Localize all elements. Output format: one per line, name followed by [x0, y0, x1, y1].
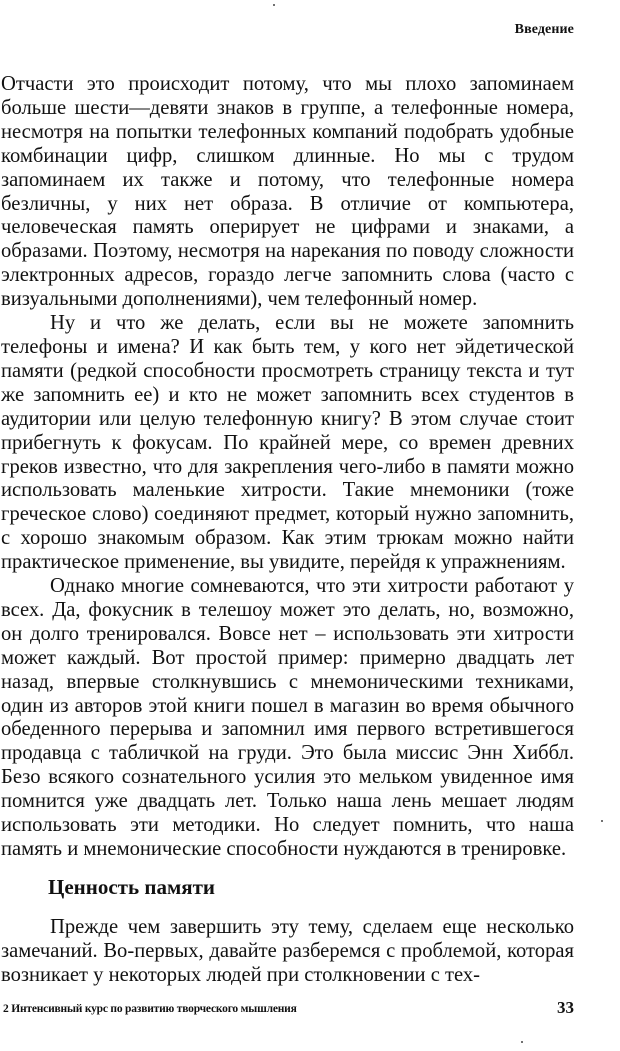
- page-number: 33: [557, 998, 574, 1017]
- section-text: [1, 916, 574, 988]
- paragraph: Отчасти это происходит потому, что мы плохо запоминаем больше шести—девяти знаков в группе, а телефонные номера, несмотря на попытки телефонных компаний подобрать удобные комбинации цифр, слишком длинные. Но мы с трудом запоминаем их также и потому, что телефонные номера безличны, у них нет образа. В отличие от компьютера, человеческая память оперирует не цифрами и знаками, а образами. Поэтому, несмотря на нарекания по поводу сложности электронных адресов, гораздо легче запомнить слова (часто с визуальными дополнениями), чем телефонный номер.: [1, 73, 574, 311]
- running-head: Введение: [514, 22, 574, 37]
- paragraph: Однако многие сомневаются, что эти хитрости работают у всех. Да, фокусник в телешоу может это делать, но, возможно, он долго тренировался. Вовсе нет – использовать эти хитрости может каждый. Вот простой пример: примерно двадцать лет назад, впервые столкнувшись с мнемоническими техниками, один из авторов этой книги пошел в магазин во время обычного обеденного перерыва и запомнил имя первого встретившегося продавца с табличкой на груди. Это была миссис Энн Хиббл. Безо всякого сознательного усилия это мельком увиденное имя помнится уже двадцать лет. Только наша лень мешает людям использовать эти методики. Но следует помнить, что наша память и мнемонические способности нуждаются в тренировке.: [1, 575, 574, 860]
- section-heading: Ценность памяти: [48, 875, 216, 899]
- body-text: [1, 73, 574, 862]
- scan-speck: [521, 1041, 523, 1043]
- paragraph: Ну и что же делать, если вы не можете запомнить телефоны и имена? И как быть тем, у кого нет эйдетической памяти (редкой способности просмотреть страницу текста и тут же запомнить ее) и кто не может запомнить всех студентов в аудитории или целую телефонную книгу? В этом случае стоит прибегнуть к фокусам. По крайней мере, со времен древних греков известно, что для закрепления чего-либо в памяти можно использовать маленькие хитрости. Такие мнемоники (тоже греческое слово) соединяют предмет, который нужно запомнить, с хорошо знакомым образом. Как этим трюкам можно найти практическое применение, вы увидите, перейдя к упражнениям.: [1, 312, 574, 574]
- scan-speck: [601, 820, 603, 822]
- paragraph: Прежде чем завершить эту тему, сделаем еще несколько замечаний. Во-первых, давайте разберемся с проблемой, которая возникает у некоторых людей при столкновении с тех-: [1, 916, 574, 986]
- footer-book-title: 2 Интенсивный курс по развитию творческого мышления: [3, 1003, 297, 1015]
- scan-speck: [273, 4, 275, 6]
